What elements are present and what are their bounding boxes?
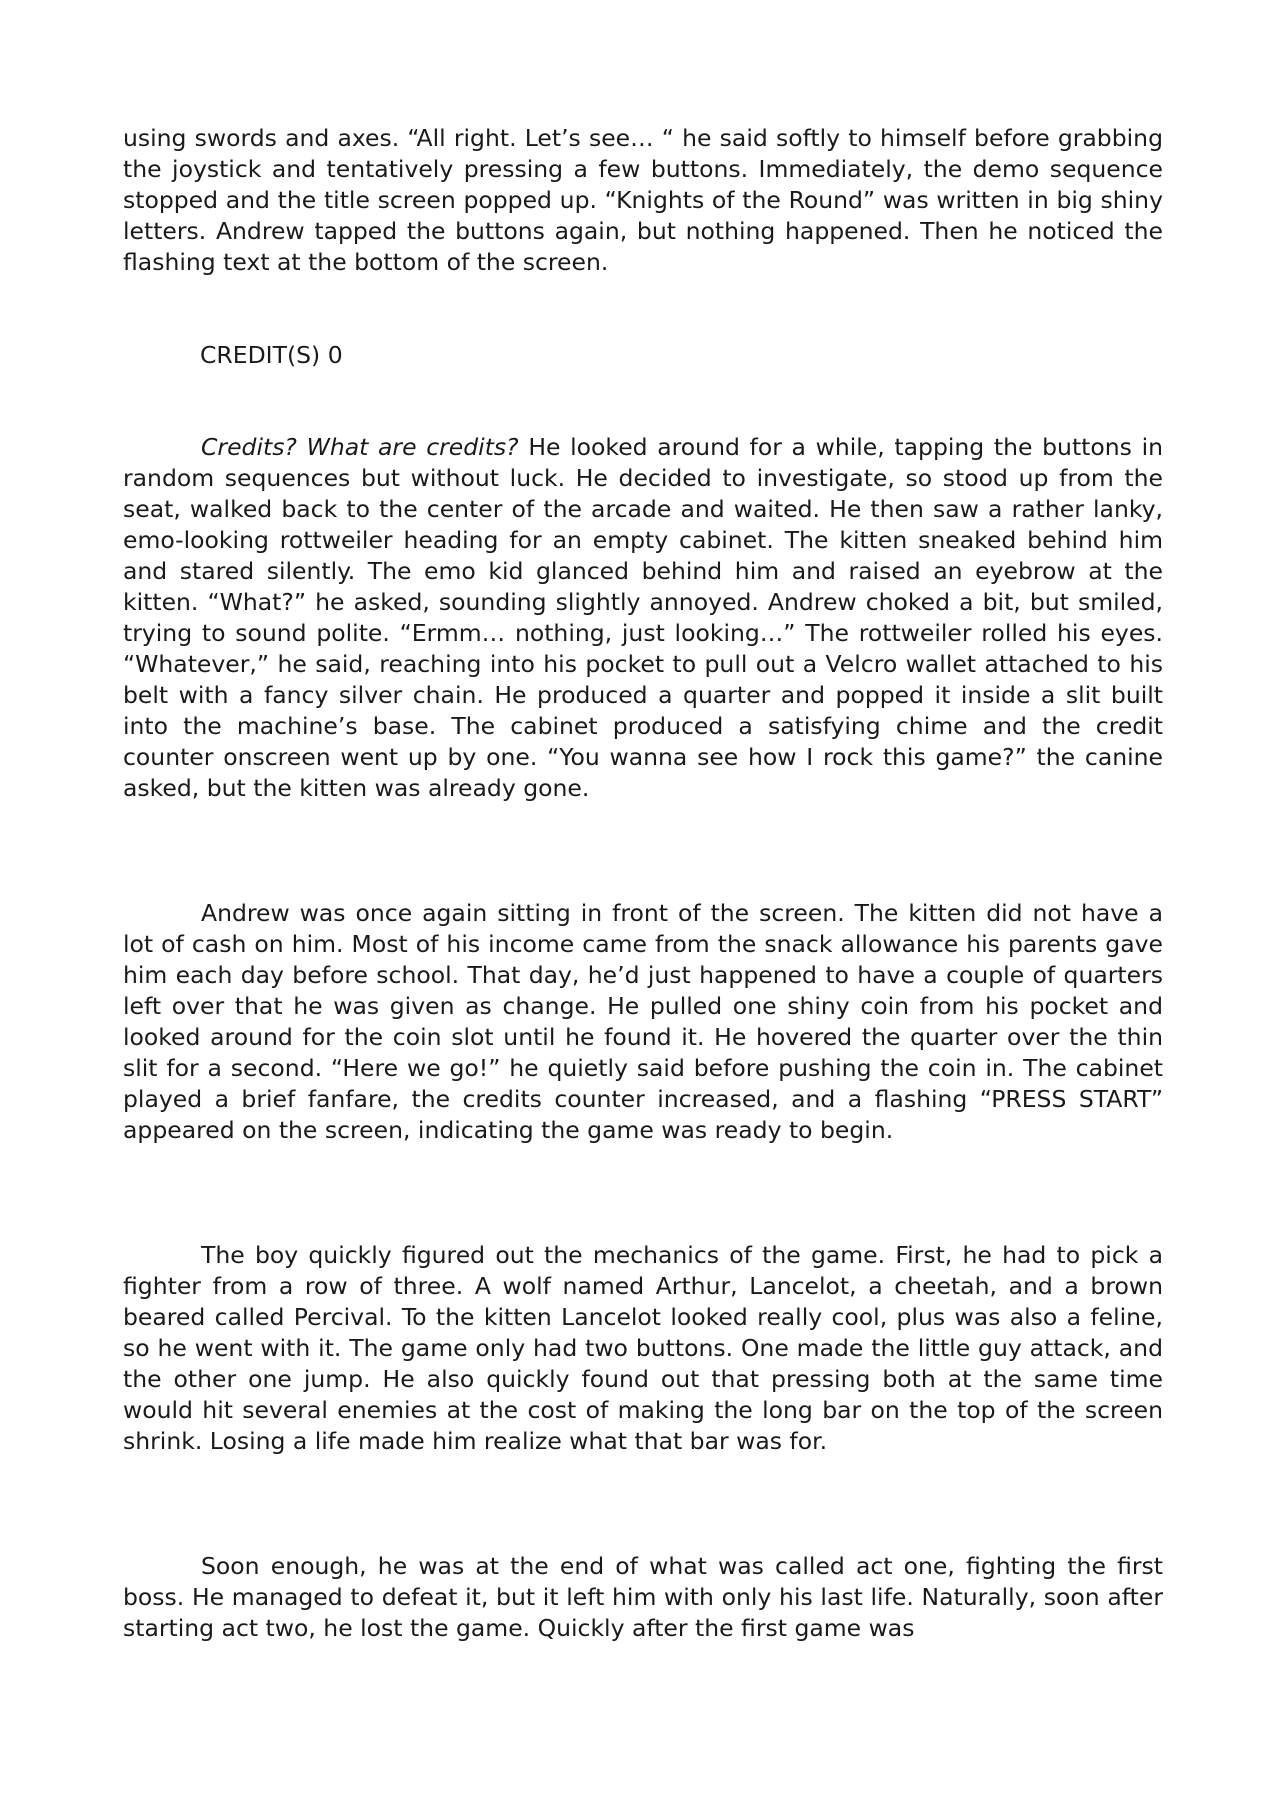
paragraph-2-body: He looked around for a while, tapping the buttons in random sequences but without luck. He decided to investigate, so stood up from the seat, walked back to the center of the arcade and waited. He then saw a rather lanky, emo-looking rottweiler heading for an empty cabinet. The kitten sneaked behind him and stared silently. The emo kid glanced behind him and raised an eyebrow at the kitten. “What?” he asked, sounding slightly annoyed. Andrew choked a bit, but smiled, trying to sound polite. “Ermm… nothing, just looking…” The rottweiler rolled his eyes. “Whatever,” he said, reaching into his pocket to pull out a Velcro wallet attached to his belt with a fancy silver chain. He produced a quarter and popped it inside a slit built into the machine’s base. The cabinet produced a satisfying chime and the credit counter onscreen went up by one. “You wanna see how I rock this game?” the canine asked, but the kitten was already gone.	[123, 433, 1164, 802]
credit-counter-line: CREDIT(S) 0	[200, 341, 343, 369]
paragraph-3: Andrew was once again sitting in front of the screen. The kitten did not have a lot of cash on him. Most of his income came from the snack allowance his parents gave him each day before school. That day, he’d just happened to have a couple of quarters left over that he was given as change. He pulled one shiny coin from his pocket and looked around for the coin slot until he found it. He hovered the quarter over the thin slit for a second. “Here we go!” he quietly said before pushing the coin in. The cabinet played a brief fanfare, the credits counter increased, and a flashing “PRESS START” appeared on the screen, indicating the game was ready to begin.	[123, 899, 1163, 1144]
paragraph-2	[123, 432, 1163, 804]
paragraph-5: Soon enough, he was at the end of what was called act one, fighting the first boss. He managed to defeat it, but it left him with only his last life. Naturally, soon after starting act two, he lost the game. Quickly after the first game was	[123, 1552, 1163, 1642]
paragraph-2-italic-lead: Credits? What are credits?	[201, 433, 519, 461]
paragraph-1: using swords and axes. “All right. Let’s see… “ he said softly to himself before grabbing the joystick and tentatively pressing a few buttons. Immediately, the demo sequence stopped and the title screen popped up. “Knights of the Round” was written in big shiny letters. Andrew tapped the buttons again, but nothing happened. Then he noticed the flashing text at the bottom of the screen.	[123, 124, 1163, 276]
paragraph-4: The boy quickly figured out the mechanics of the game. First, he had to pick a fighter from a row of three. A wolf named Arthur, Lancelot, a cheetah, and a brown beared called Percival. To the kitten Lancelot looked really cool, plus was also a feline, so he went with it. The game only had two buttons. One made the little guy attack, and the other one jump. He also quickly found out that pressing both at the same time would hit several enemies at the cost of making the long bar on the top of the screen shrink. Losing a life made him realize what that bar was for.	[123, 1241, 1163, 1455]
